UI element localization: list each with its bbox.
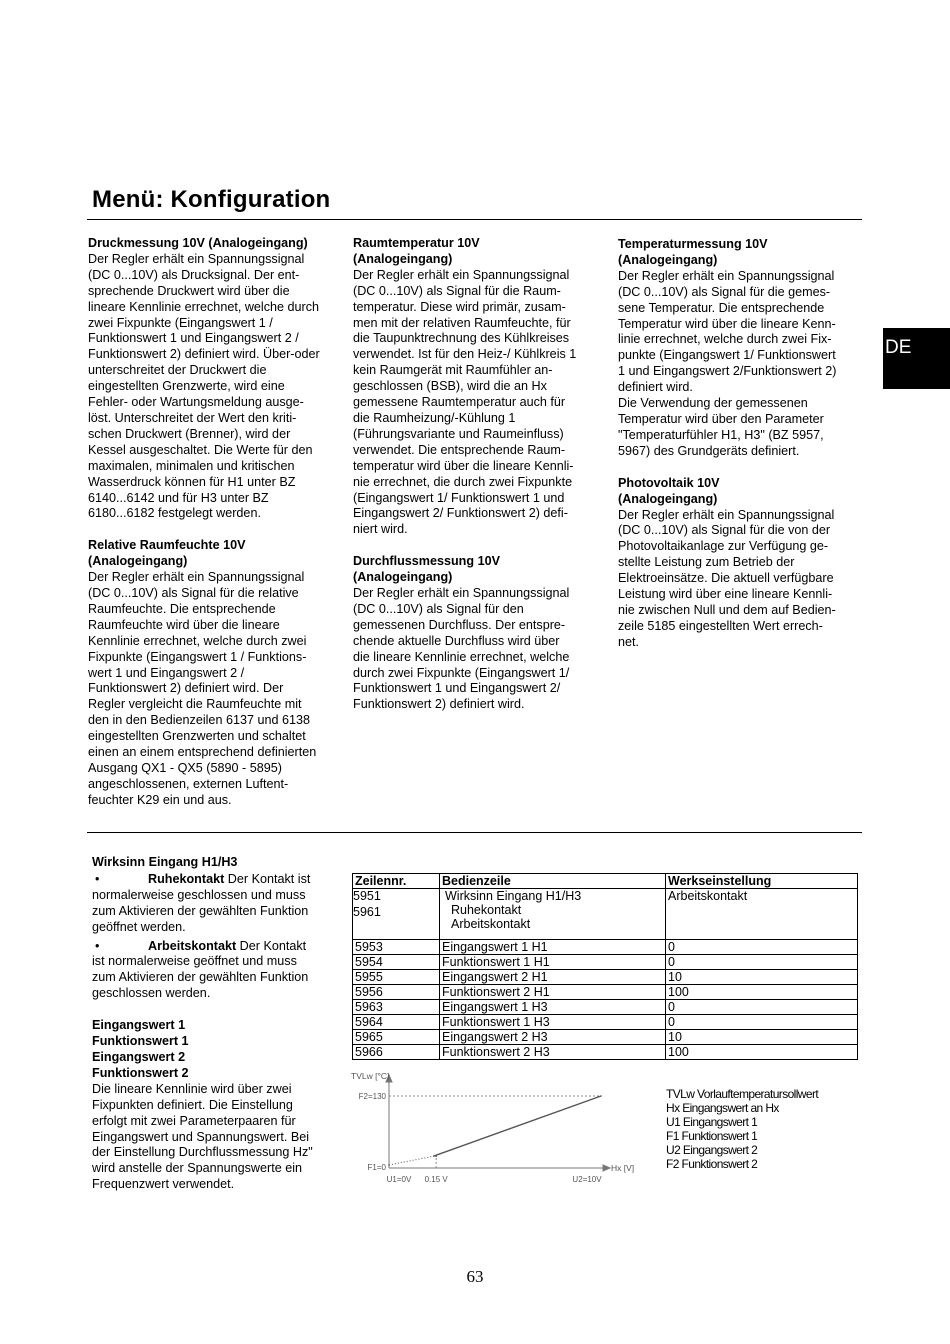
section-rule [87,832,862,833]
text-line: Durchflussmessung 10V [353,554,500,569]
text-line: Kessel ausgeschaltet. Die Werte für den [88,442,313,457]
text-line: löst. Unterschreitet der Wert den kriti- [88,410,297,425]
text-line: Der Regler erhält ein Spannungssignal [353,586,570,601]
text-line: linie errechnet, welche durch zwei Fix- [618,332,832,347]
text-line: durch zwei Fixpunkte (Eingangswert 1/ [353,665,570,680]
text-line: Funktionswert 2) definiert wird. [353,697,525,712]
kennlinie-chart [348,1070,635,1188]
column-1 [88,236,343,809]
text-line: Die lineare Kennlinie wird über zwei [92,1081,292,1096]
text-line: F1 Funktionswert 1 [666,1129,758,1143]
x-axis-arrow [603,1165,610,1171]
chart-legend [666,1087,818,1171]
table-row [353,1015,858,1030]
section-body [88,252,343,522]
text-line: (DC 0...10V) als Signal für den [353,601,524,616]
text-line: (Analogeingang) [353,570,453,585]
text-line: Der Regler erhält ein Spannungssignal [88,251,305,266]
text-line: (Eingangswert 1/ Funktionswert 1 und [353,490,565,505]
bullet-text [92,954,337,1002]
data-point [600,1095,602,1097]
table-cell: 0 [666,1000,858,1015]
text-line: schen Druckwert (Brenner), wird der [88,426,291,441]
text-line: Funktionswert 2) definiert wird. Über-oder [88,347,320,362]
text-line: temperatur. Diese wird primär, zusam- [353,299,566,314]
text-line: Funktionswert 2) definiert wird. Der [88,681,284,696]
text-line: Raumfeuchte wird über die lineare [88,617,280,632]
bullet-term: Arbeitskontakt [148,938,237,953]
text-line: temperatur wird über die lineare Kennli- [353,458,574,473]
text-line: definiert wird. [618,380,693,395]
text-line: zum Aktivieren der gewählten Funktion [92,970,309,985]
table-cell: Eingangswert 2 H1 [440,970,666,985]
text-line: punkte (Eingangswert 1/ Funktionswert [618,348,836,363]
text-line: den in den Bedienzeilen 6137 und 6138 [88,713,310,728]
table-cell: 5956 [353,985,440,1000]
section-heading [618,237,873,269]
page-number: 63 [466,1267,484,1286]
text-line: Photovoltaikanlage zur Verfügung ge- [618,539,829,554]
table-row [353,1045,858,1060]
section-heading [353,554,608,586]
text-line: geöffnet werden. [92,919,186,934]
section-heading [88,538,343,570]
table-cell: 5954 [353,955,440,970]
bullet-text-first: Der Kontakt [236,938,307,953]
table-row [353,955,858,970]
bullet-text [92,888,337,936]
text-line: normalerweise geschlossen und muss [92,887,306,902]
column-3 [618,237,873,651]
table-cell: 10 [666,1030,858,1045]
text-line: men mit der relativen Raumfeuchte, für [353,315,571,330]
text-line: Funktionswert 1 [92,1034,189,1049]
text-line: Funktionswert 2 [92,1065,189,1080]
text-line: gemessene Raumtemperatur auch für [353,395,566,410]
table-cell: 5955 [353,970,440,985]
table-cell: 100 [666,985,858,1000]
column-2 [353,236,608,713]
text-line: zwei Fixpunkte (Eingangswert 1 / [88,315,273,330]
text-line: Regler vergleicht die Raumfeuchte mit [88,697,302,712]
text-line: geschlossen werden. [92,986,211,1001]
text-line: kein Raumgerät mit Raumfühler an- [353,363,553,378]
text-line: Relative Raumfeuchte 10V [88,538,246,553]
table-cell: 5951 5961 [353,889,440,940]
text-line: (DC 0...10V) als Signal für die Raum- [353,283,561,298]
text-line: (DC 0...10V) als Signal für die von der [618,523,831,538]
bullet-term: Ruhekontakt [148,871,225,886]
section-heading [618,476,873,508]
text-line: F2 Funktionswert 2 [666,1157,758,1171]
text-line: sprechende Druckwert wird über die [88,283,290,298]
bullet-symbol: • [95,938,100,953]
text-line: Die Verwendung der gemessenen [618,396,808,411]
table-cell: 5963 [353,1000,440,1015]
text-line: Wasserdruck können für H1 unter BZ [88,474,296,489]
text-line: angeschlossenen, externen Luftent- [88,776,289,791]
bullet-arbeitskontakt [92,939,337,955]
text-line: eingestellten Grenzwerte, wird eine [88,379,285,394]
text-line: Hx Eingangswert an Hx [666,1101,779,1115]
text-line: Leistung wird über eine lineare Kennli- [618,587,833,602]
text-line: 6180...6182 festgelegt werden. [88,506,261,521]
x-tick-label: U2=10V [572,1175,602,1184]
title-rule [87,219,862,220]
term-list [92,1018,337,1082]
text-line: Eingangswert 2 [92,1049,186,1064]
lower-left-text [92,855,337,1193]
text-line: erfolgt mit zwei Parameterpaaren für [92,1113,296,1128]
x-axis-label: Hx [V] [611,1163,635,1173]
table-row [353,1000,858,1015]
text-line: ist normalerweise geöffnet und muss [92,954,297,969]
table-cell: 5966 [353,1045,440,1060]
text-line: lineare Kennlinie errechnet, welche durch [88,299,320,314]
table-cell: Wirksinn Eingang H1/H3 Ruhekontakt Arbeitskontakt [440,889,666,940]
text-line: Eingangswert 1 [92,1018,186,1033]
text-line: Raumfeuchte. Die entsprechende [88,601,276,616]
text-line: eingestellten Grenzwerten und schaltet [88,729,306,744]
section-heading: Druckmessung 10V (Analogeingang) [88,236,308,250]
section-body [88,570,343,809]
table-header-row [353,874,858,889]
text-line: zum Aktivieren der gewählten Funktion [92,903,309,918]
text-line: Ausgang QX1 - QX5 (5890 - 5895) [88,761,282,775]
text-line: nie errechnet, die durch zwei Fixpunkte [353,474,573,489]
section-heading [353,236,608,268]
y-tick-label: F1=0 [367,1163,386,1172]
section-body [353,586,608,713]
text-line: stellte Leistung zum Betrieb der [618,555,795,570]
table-cell: 0 [666,1015,858,1030]
text-line: verwendet. Die entsprechende Raum- [353,442,566,457]
data-point [435,1156,437,1158]
text-line: net. [618,634,640,649]
text-line: maximalen, minimalen und kritischen [88,458,295,473]
x-tick-label: U1=0V [386,1175,412,1184]
table-row [353,1030,858,1045]
text-line: Eingangswert 2/ Funktionswert 2) defi- [353,506,568,521]
text-line: Frequenzwert verwendet. [92,1177,235,1192]
column-header: Zeilennr. [353,874,440,889]
data-point [388,1164,390,1166]
text-line: (Analogeingang) [88,554,188,569]
column-header: Bedienzeile [440,874,666,889]
table-cell: Eingangswert 1 H1 [440,940,666,955]
table-cell: 100 [666,1045,858,1060]
text-line: 5967) des Grundgeräts definiert. [618,443,800,458]
text-line: Elektroeinsätze. Die aktuell verfügbare [618,571,834,586]
table-cell: 0 [666,955,858,970]
text-line: (DC 0...10V) als Signal für die relative [88,586,299,601]
text-line: gemessenen Durchfluss. Der entspre- [353,617,566,632]
series-line-start [389,1156,433,1165]
text-line: 6140...6142 und für H3 unter BZ [88,490,269,505]
section-body [353,268,608,538]
y-tick-label: F2=130 [358,1092,386,1101]
text-line: Der Regler erhält ein Spannungssignal [353,267,570,282]
table-row [353,970,858,985]
table-cell: Funktionswert 1 H1 [440,955,666,970]
text-line: die Taupunktrechnung des Kühlkreises [353,331,570,346]
table-cell: Arbeitskontakt [666,889,858,940]
text-line: feuchter K29 ein und aus. [88,792,232,807]
text-line: (Analogeingang) [618,491,718,506]
text-line: Temperatur wird über die lineare Kenn- [618,316,836,331]
table-cell: Eingangswert 2 H3 [440,1030,666,1045]
table-cell: 5965 [353,1030,440,1045]
text-line: Der Regler erhält ein Spannungssignal [88,570,305,585]
table-cell: 10 [666,970,858,985]
text-line: TVLw Vorlauftemperatursollwert [666,1087,819,1101]
text-line: Der Regler erhält ein Spannungssignal [618,507,835,522]
wirksinn-heading: Wirksinn Eingang H1/H3 [92,855,238,869]
text-line: niert wird. [353,522,408,537]
text-line: (Führungsvariante und Raumeinfluss) [353,426,564,441]
text-line: Fixpunkten definiert. Die Einstellung [92,1097,293,1112]
section-body [618,269,873,460]
table-cell: Funktionswert 1 H3 [440,1015,666,1030]
section-body [618,508,873,651]
text-line: (DC 0...10V) als Drucksignal. Der ent- [88,267,300,282]
text-line: (DC 0...10V) als Signal für die gemes- [618,284,831,299]
text-line: der Einstellung Durchflussmessung Hz" [92,1145,313,1160]
table-cell: Funktionswert 2 H1 [440,985,666,1000]
table-cell: 5953 [353,940,440,955]
text-line: Funktionswert 1 und Eingangswert 2/ [353,681,561,696]
text-line: Temperatur wird über den Parameter [618,411,824,426]
bullet-symbol: • [95,871,100,886]
text-line: die Raumheizung/-Kühlung 1 [353,410,516,425]
text-line: U1 Eingangswert 1 [666,1115,758,1129]
kennlinie-text [92,1082,337,1193]
text-line: wert 1 und Eingangswert 2 / [88,665,245,680]
x-tick-label: 0.15 V [424,1175,448,1184]
text-line: (Analogeingang) [353,251,453,266]
parameter-table [352,873,858,1060]
text-line: unterschreitet der Druckwert die [88,363,267,378]
page-title: Menü: Konfiguration [92,186,331,213]
text-line: chende aktuelle Durchfluss wird über [353,633,560,648]
text-line: 1 und Eingangswert 2/Funktionswert 2) [618,364,837,379]
language-tab: DE [883,328,950,389]
table-row [353,985,858,1000]
table-cell: Eingangswert 1 H3 [440,1000,666,1015]
text-line: einen an einem entsprechend definierten [88,745,317,760]
text-line: die lineare Kennlinie errechnet, welche [353,649,570,664]
text-line: U2 Eingangswert 2 [666,1143,758,1157]
series-line [433,1096,601,1156]
text-line: wird anstelle der Spannungswerte ein [92,1161,303,1176]
text-line: geschlossen (BSB), wird die an Hx [353,379,547,394]
table-row [353,940,858,955]
text-line: nie zwischen Null und dem auf Bedien- [618,602,836,617]
text-line: Kennlinie errechnet, welche durch zwei [88,633,307,648]
text-line: Eingangswert und Spannungswert. Bei [92,1129,310,1144]
bullet-text-first: Der Kontakt ist [224,871,311,886]
text-line: Raumtemperatur 10V [353,236,480,250]
text-line: (Analogeingang) [618,252,718,267]
text-line: Temperaturmessung 10V [618,237,768,251]
table-cell: Funktionswert 2 H3 [440,1045,666,1060]
text-line: Fixpunkte (Eingangswert 1 / Funktions- [88,649,307,664]
text-line: sene Temperatur. Die entsprechende [618,300,825,315]
table-cell: 5964 [353,1015,440,1030]
y-axis-label: TVLw [°C] [351,1071,390,1081]
text-line: Fehler- oder Wartungsmeldung ausge- [88,395,304,410]
text-line: Photovoltaik 10V [618,475,720,490]
bullet-ruhekontakt [92,872,337,888]
table-row [353,889,858,940]
table-cell: 0 [666,940,858,955]
text-line: Funktionswert 1 und Eingangswert 2 / [88,331,299,346]
text-line: Der Regler erhält ein Spannungssignal [618,268,835,283]
column-header: Werkseinstellung [666,874,858,889]
text-line: zeile 5185 eingestellten Wert errech- [618,618,823,633]
text-line: verwendet. Ist für den Heiz-/ Kühlkreis 1 [353,347,577,362]
text-line: "Temperaturfühler H1, H3" (BZ 5957, [618,427,824,442]
